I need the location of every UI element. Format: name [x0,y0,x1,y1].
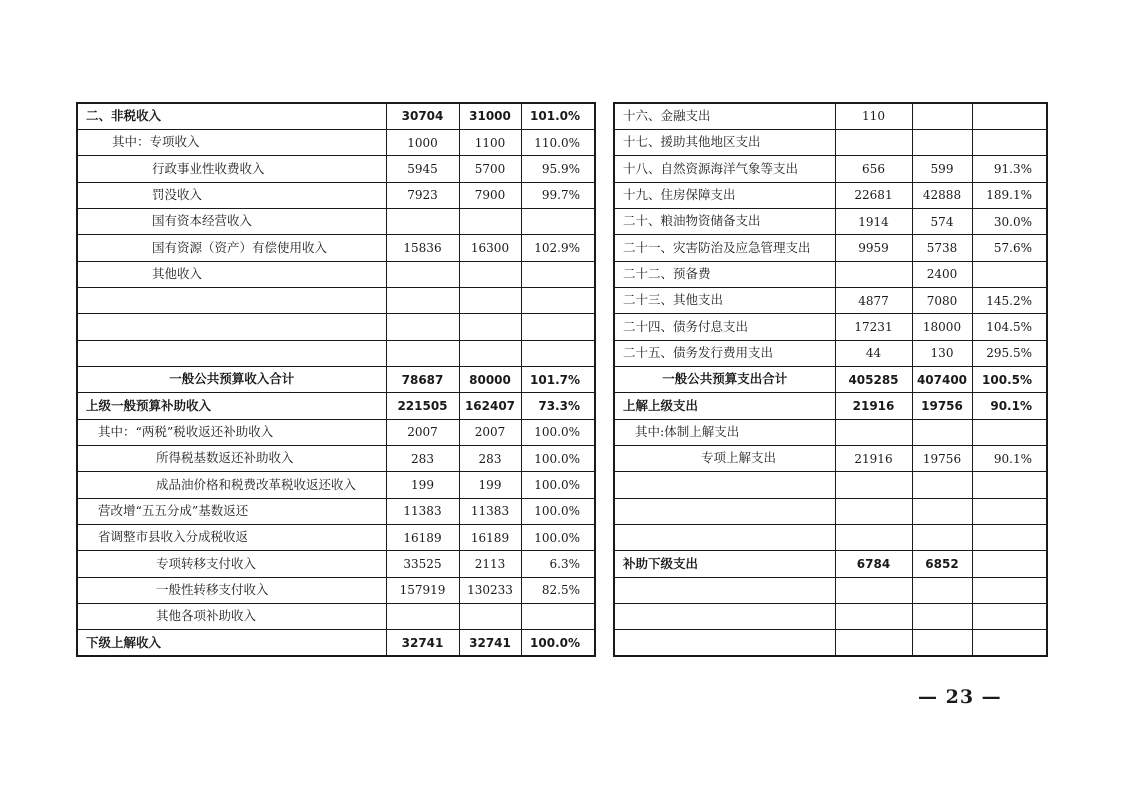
revenue-row [77,340,595,366]
percent-value: 91.3% [972,156,1047,182]
revenue-row [77,103,595,129]
revenue-row [77,366,595,392]
row-label: 二十、粮油物资储备支出 [614,208,835,234]
percent-value: 90.1% [972,393,1047,419]
prior-year-value [835,129,912,155]
prior-year-value [835,472,912,498]
row-label: 二十一、灾害防治及应急管理支出 [614,235,835,261]
percent-value: 100.5% [972,366,1047,392]
revenue-row [77,577,595,603]
expenditure-row [614,604,1047,630]
row-label: 补助下级支出 [614,551,835,577]
percent-value: 110.0% [521,129,595,155]
percent-value: 82.5% [521,577,595,603]
budget-value: 162407 [459,393,521,419]
budget-value: 18000 [912,314,972,340]
percent-value: 101.7% [521,366,595,392]
row-label: 罚没收入 [77,182,386,208]
row-label: 其中：“两税”税收返还补助收入 [77,419,386,445]
budget-value: 80000 [459,366,521,392]
budget-value [459,261,521,287]
budget-value: 32741 [459,630,521,656]
row-label: 二十三、其他支出 [614,287,835,313]
revenue-row [77,419,595,445]
expenditure-row [614,208,1047,234]
prior-year-value: 7923 [386,182,459,208]
row-label: 所得税基数返还补助收入 [77,445,386,471]
prior-year-value: 21916 [835,393,912,419]
row-label: 十七、援助其他地区支出 [614,129,835,155]
budget-value: 574 [912,208,972,234]
expenditure-row [614,577,1047,603]
expenditure-row [614,261,1047,287]
prior-year-value: 32741 [386,630,459,656]
prior-year-value [386,287,459,313]
percent-value: 145.2% [972,287,1047,313]
expenditure-row [614,103,1047,129]
row-label [614,577,835,603]
row-label [77,314,386,340]
row-label [614,630,835,656]
budget-value: 19756 [912,393,972,419]
row-label: 下级上解收入 [77,630,386,656]
row-label: 一般公共预算收入合计 [77,366,386,392]
expenditure-row [614,419,1047,445]
prior-year-value: 30704 [386,103,459,129]
percent-value: 104.5% [972,314,1047,340]
percent-value: 90.1% [972,445,1047,471]
budget-value: 283 [459,445,521,471]
budget-value: 7080 [912,287,972,313]
percent-value: 73.3% [521,393,595,419]
budget-value: 407400 [912,366,972,392]
prior-year-value: 44 [835,340,912,366]
expenditure-row [614,498,1047,524]
budget-value: 6852 [912,551,972,577]
revenue-row [77,498,595,524]
prior-year-value [835,604,912,630]
expenditure-row [614,472,1047,498]
expenditure-row [614,551,1047,577]
row-label: 一般性转移支付收入 [77,577,386,603]
percent-value: 57.6% [972,235,1047,261]
row-label: 国有资本经营收入 [77,208,386,234]
prior-year-value: 656 [835,156,912,182]
revenue-row [77,208,595,234]
budget-value: 599 [912,156,972,182]
revenue-row [77,393,595,419]
prior-year-value: 4877 [835,287,912,313]
percent-value [972,604,1047,630]
row-label: 成品油价格和税费改革税收返还收入 [77,472,386,498]
revenue-row [77,445,595,471]
percent-value [972,551,1047,577]
percent-value: 100.0% [521,472,595,498]
percent-value [972,261,1047,287]
expenditure-table [613,102,1048,657]
row-label: 其中:体制上解支出 [614,419,835,445]
budget-value: 5738 [912,235,972,261]
prior-year-value: 9959 [835,235,912,261]
row-label [614,498,835,524]
prior-year-value: 1914 [835,208,912,234]
revenue-row [77,182,595,208]
percent-value [972,472,1047,498]
percent-value [521,314,595,340]
prior-year-value [386,340,459,366]
budget-value [912,103,972,129]
budget-value [459,604,521,630]
percent-value [521,604,595,630]
budget-value: 7900 [459,182,521,208]
prior-year-value: 21916 [835,445,912,471]
row-label: 专项上解支出 [614,445,835,471]
budget-value [912,498,972,524]
budget-value: 2113 [459,551,521,577]
prior-year-value: 17231 [835,314,912,340]
prior-year-value [835,525,912,551]
budget-value: 2007 [459,419,521,445]
row-label [614,525,835,551]
prior-year-value: 221505 [386,393,459,419]
prior-year-value [386,208,459,234]
budget-value: 19756 [912,445,972,471]
revenue-row [77,129,595,155]
row-label [77,340,386,366]
expenditure-row [614,129,1047,155]
budget-value: 130 [912,340,972,366]
budget-value: 16189 [459,525,521,551]
budget-value: 130233 [459,577,521,603]
budget-value: 199 [459,472,521,498]
percent-value [521,287,595,313]
budget-value [912,577,972,603]
percent-value [521,208,595,234]
prior-year-value: 78687 [386,366,459,392]
row-label: 十八、自然资源海洋气象等支出 [614,156,835,182]
revenue-row [77,604,595,630]
budget-value [912,472,972,498]
prior-year-value [386,261,459,287]
expenditure-row [614,156,1047,182]
percent-value: 102.9% [521,235,595,261]
row-label [614,472,835,498]
percent-value: 189.1% [972,182,1047,208]
expenditure-row [614,314,1047,340]
row-label: 其中：专项收入 [77,129,386,155]
prior-year-value: 33525 [386,551,459,577]
prior-year-value: 5945 [386,156,459,182]
prior-year-value: 110 [835,103,912,129]
revenue-row [77,261,595,287]
percent-value [972,129,1047,155]
row-label: 二十四、债务付息支出 [614,314,835,340]
prior-year-value: 2007 [386,419,459,445]
percent-value [972,498,1047,524]
revenue-table-body [77,103,595,656]
expenditure-row [614,393,1047,419]
percent-value [972,419,1047,445]
page-number: — 23 — [918,686,1002,708]
row-label: 行政事业性收费收入 [77,156,386,182]
prior-year-value: 1000 [386,129,459,155]
revenue-row [77,156,595,182]
expenditure-row [614,366,1047,392]
percent-value: 100.0% [521,419,595,445]
percent-value: 6.3% [521,551,595,577]
revenue-row [77,630,595,656]
prior-year-value [386,604,459,630]
prior-year-value [835,419,912,445]
row-label: 二十二、预备费 [614,261,835,287]
percent-value [972,103,1047,129]
budget-value [912,419,972,445]
row-label: 上解上级支出 [614,393,835,419]
budget-value [912,525,972,551]
revenue-row [77,551,595,577]
row-label: 二、非税收入 [77,103,386,129]
row-label: 营改增“五五分成”基数返还 [77,498,386,524]
budget-value [459,208,521,234]
row-label: 上级一般预算补助收入 [77,393,386,419]
expenditure-row [614,287,1047,313]
revenue-row [77,235,595,261]
percent-value: 30.0% [972,208,1047,234]
percent-value: 100.0% [521,498,595,524]
row-label: 其他收入 [77,261,386,287]
prior-year-value: 199 [386,472,459,498]
percent-value [521,261,595,287]
percent-value [972,525,1047,551]
expenditure-row [614,630,1047,656]
prior-year-value: 157919 [386,577,459,603]
expenditure-table-body [614,103,1047,656]
budget-value: 5700 [459,156,521,182]
budget-value: 1100 [459,129,521,155]
budget-value: 31000 [459,103,521,129]
budget-value: 42888 [912,182,972,208]
percent-value: 295.5% [972,340,1047,366]
percent-value: 95.9% [521,156,595,182]
prior-year-value [835,498,912,524]
expenditure-row [614,182,1047,208]
budget-value: 2400 [912,261,972,287]
row-label [77,287,386,313]
budget-value [459,314,521,340]
revenue-row [77,314,595,340]
expenditure-row [614,235,1047,261]
prior-year-value: 405285 [835,366,912,392]
budget-value [912,630,972,656]
prior-year-value: 11383 [386,498,459,524]
row-label: 其他各项补助收入 [77,604,386,630]
row-label: 专项转移支付收入 [77,551,386,577]
row-label: 十六、金融支出 [614,103,835,129]
expenditure-row [614,525,1047,551]
percent-value: 101.0% [521,103,595,129]
revenue-row [77,287,595,313]
prior-year-value [835,577,912,603]
expenditure-row [614,340,1047,366]
budget-value [459,287,521,313]
prior-year-value [835,261,912,287]
percent-value [521,340,595,366]
percent-value [972,630,1047,656]
row-label: 一般公共预算支出合计 [614,366,835,392]
prior-year-value: 22681 [835,182,912,208]
row-label: 省调整市县收入分成税收返 [77,525,386,551]
prior-year-value: 6784 [835,551,912,577]
prior-year-value [386,314,459,340]
percent-value [972,577,1047,603]
row-label: 二十五、债务发行费用支出 [614,340,835,366]
budget-value [912,604,972,630]
budget-value: 16300 [459,235,521,261]
budget-value [912,129,972,155]
percent-value: 100.0% [521,445,595,471]
row-label [614,604,835,630]
prior-year-value [835,630,912,656]
row-label: 国有资源（资产）有偿使用收入 [77,235,386,261]
prior-year-value: 283 [386,445,459,471]
prior-year-value: 16189 [386,525,459,551]
budget-value: 11383 [459,498,521,524]
revenue-table [76,102,596,657]
prior-year-value: 15836 [386,235,459,261]
percent-value: 100.0% [521,630,595,656]
row-label: 十九、住房保障支出 [614,182,835,208]
revenue-row [77,472,595,498]
expenditure-row [614,445,1047,471]
revenue-row [77,525,595,551]
percent-value: 100.0% [521,525,595,551]
percent-value: 99.7% [521,182,595,208]
budget-value [459,340,521,366]
